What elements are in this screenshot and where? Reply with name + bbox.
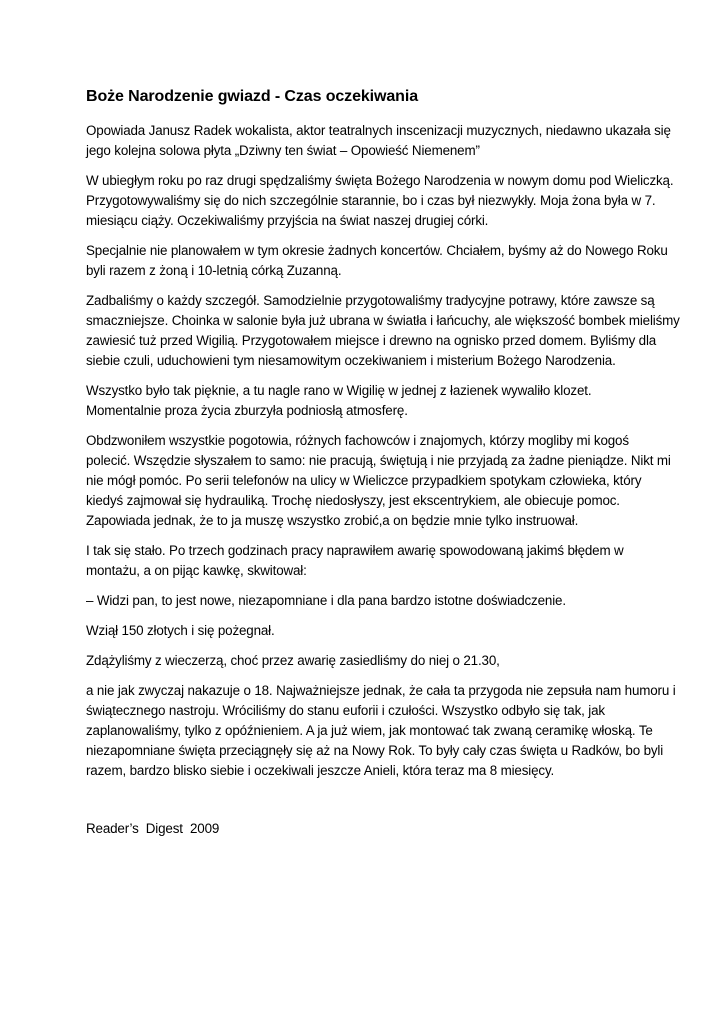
source-credit: Reader’s Digest 2009 (86, 821, 220, 836)
paragraph (86, 681, 676, 781)
paragraph (86, 541, 665, 581)
paragraph (86, 621, 665, 641)
paragraph-line: Momentalnie proza życia zburzyła podniosłą atmosferę. (86, 403, 408, 418)
document-title: Boże Narodzenie gwiazd - Czas oczekiwania (86, 88, 418, 105)
paragraph-line: Obdzwoniłem wszystkie pogotowia, różnych fachowców i znajomych, którzy mogliby mi kogoś (86, 433, 629, 448)
paragraph-line: świątecznego nastroju. Wróciliśmy do stanu euforii i czułości. Wszystko odbyło się tak, jak (86, 703, 605, 718)
paragraph-line: miesiącu ciąży. Oczekiwaliśmy przyjścia na świat naszej drugiej córki. (86, 213, 489, 228)
paragraph-line: montażu, a on pijąc kawkę, skwitował: (86, 563, 307, 578)
paragraph (86, 591, 665, 611)
paragraph-line: W ubiegłym roku po raz drugi spędzaliśmy święta Bożego Narodzenia w nowym domu pod Wieliczką. (86, 173, 674, 188)
paragraph-line: byli razem z żoną i 10-letnią córką Zuzanną. (86, 263, 342, 278)
paragraph (86, 121, 671, 161)
paragraph-line: Zapowiada jednak, że to ja muszę wszystko zrobić,a on będzie mnie tylko instruował. (86, 513, 579, 528)
paragraph (86, 431, 671, 531)
paragraph-line: Opowiada Janusz Radek wokalista, aktor teatralnych inscenizacji muzycznych, niedawno ukazała się (86, 123, 671, 138)
paragraph-line: Wszystko było tak pięknie, a tu nagle rano w Wigilię w jednej z łazienek wywaliło klozet. (86, 383, 592, 398)
paragraph (86, 241, 668, 281)
paragraph-line: polecić. Wszędzie słyszałem to samo: nie pracują, świętują i nie przyjadą za żadne pieniądze. Nikt mi (86, 453, 671, 468)
paragraph-line: Zadbaliśmy o każdy szczegół. Samodzielnie przygotowaliśmy tradycyjne potrawy, które zawsze są (86, 293, 655, 308)
document-body (86, 121, 680, 781)
paragraph-line: niezapomniane święta przeciągnęły się aż na Nowy Rok. To były cały czas święta u Radków, bo byli (86, 743, 664, 758)
paragraph-line: siebie czuli, uduchowieni tym niesamowitym oczekiwaniem i misterium Bożego Narodzenia. (86, 353, 616, 368)
paragraph-line: smaczniejsze. Choinka w salonie była już ubrana w światła i łańcuchy, ale większość bombek mieliśmy (86, 313, 680, 328)
paragraph-line: Wziął 150 złotych i się pożegnał. (86, 623, 275, 638)
spacer (86, 791, 665, 819)
paragraph-line: zaplanowaliśmy, tylko z opóźnieniem. A ja już wiem, jak montować tak zwaną ceramikę włoską. Te (86, 723, 653, 738)
paragraph (86, 651, 665, 671)
paragraph (86, 381, 665, 421)
paragraph-line: Specjalnie nie planowałem w tym okresie żadnych koncertów. Chciałem, byśmy aż do Nowego Roku (86, 243, 668, 258)
paragraph-line: a nie jak zwyczaj nakazuje o 18. Najważniejsze jednak, że cała ta przygoda nie zepsuła nam humoru i (86, 683, 676, 698)
paragraph-line: – Widzi pan, to jest nowe, niezapomniane i dla pana bardzo istotne doświadczenie. (86, 593, 566, 608)
paragraph-line: razem, bardzo blisko siebie i oczekiwali jeszcze Anieli, która teraz ma 8 miesięcy. (86, 763, 555, 778)
paragraph-line: nie mógł pomóc. Po serii telefonów na ulicy w Wieliczce przypadkiem spotykam człowieka, który (86, 473, 642, 488)
paragraph-line: jego kolejna solowa płyta „Dziwny ten świat – Opowieść Niemenem” (86, 143, 480, 158)
paragraph (86, 171, 674, 231)
paragraph-line: kiedyś zajmował się hydrauliką. Trochę niedosłyszy, jest ekscentrykiem, ale obiecuje pomoc. (86, 493, 620, 508)
paragraph-line: zawiesić tuż przed Wigilią. Przygotowałem miejsce i drewno na ognisko przed domem. Byliśmy dla (86, 333, 657, 348)
paragraph-line: Zdążyliśmy z wieczerzą, choć przez awarię zasiedliśmy do niej o 21.30, (86, 653, 500, 668)
paragraph (86, 291, 680, 371)
paragraph-line: I tak się stało. Po trzech godzinach pracy naprawiłem awarię spowodowaną jakimś błędem w (86, 543, 624, 558)
paragraph-line: Przygotowywaliśmy się do nich szczególnie starannie, bo i czas był niezwykły. Moja żona była w 7. (86, 193, 656, 208)
